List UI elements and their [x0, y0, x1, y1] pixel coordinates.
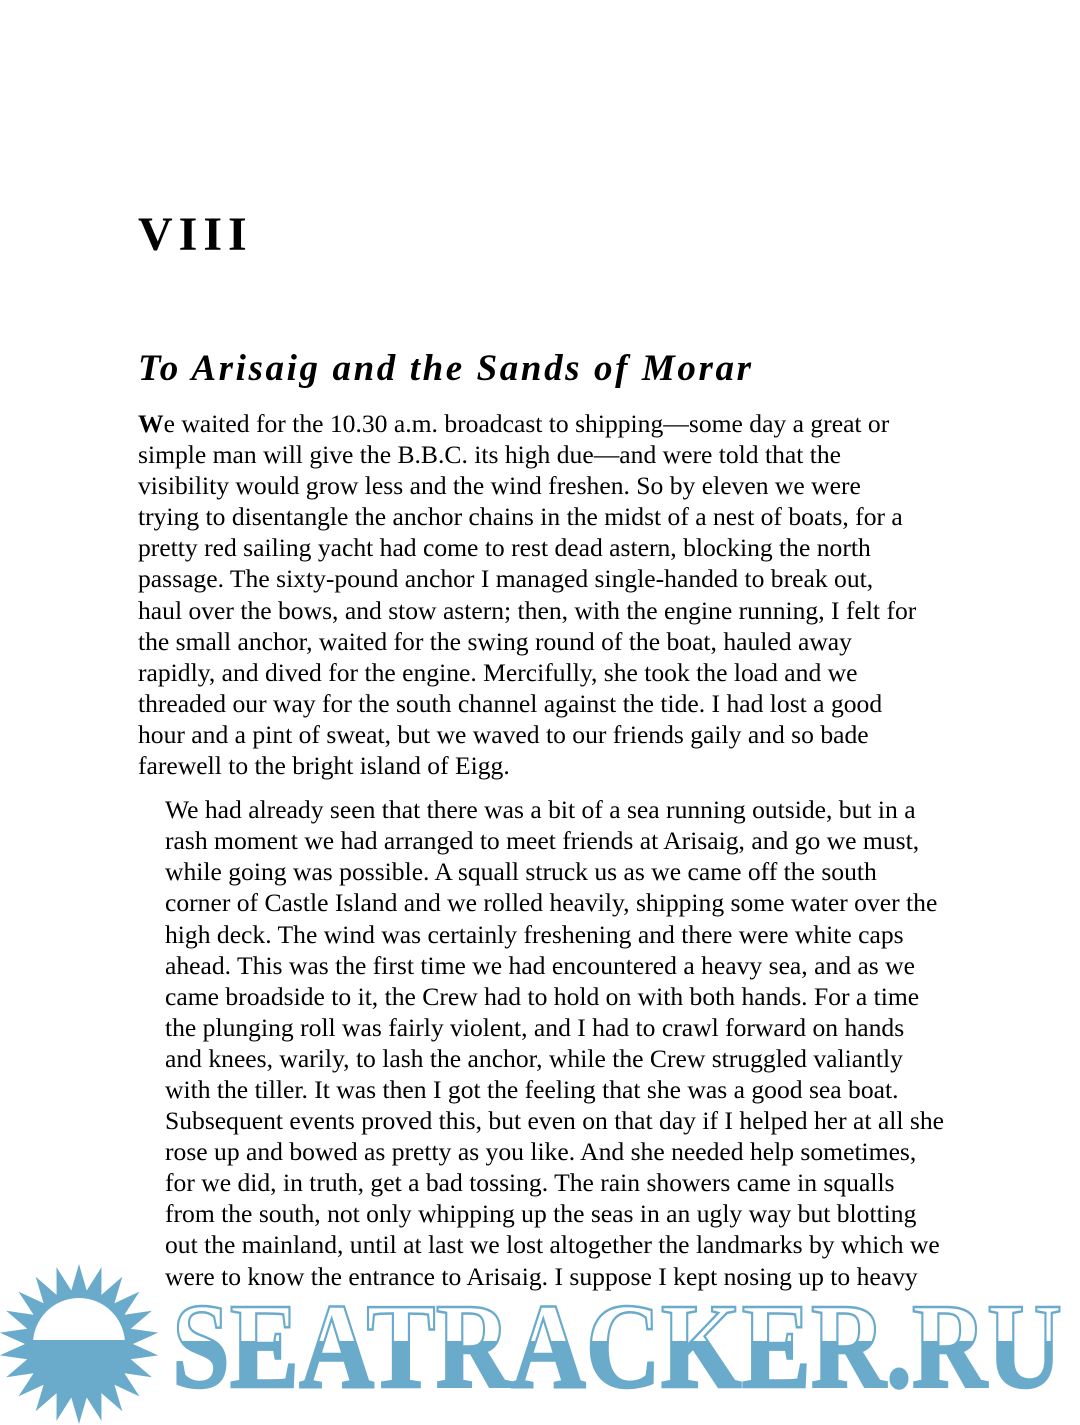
- initial-letter: W: [138, 409, 164, 438]
- text-line: with the tiller. It was then I got the feeling that she was a good sea boat.: [165, 1074, 899, 1104]
- paragraph-2: [138, 794, 968, 1292]
- watermark-text: SEATRACKER.RU: [172, 1279, 1062, 1414]
- text-line: rose up and bowed as pretty as you like. And she needed help sometimes,: [165, 1137, 917, 1167]
- chapter-number: VIII: [138, 208, 253, 261]
- text-line: We had already seen that there was a bit of a sea running outside, but in a: [165, 795, 916, 825]
- text-line-content: e waited for the 10.30 a.m. broadcast to shipping—some day a great or: [163, 409, 890, 438]
- text-line: came broadside to it, the Crew had to hold on with both hands. For a time: [165, 981, 920, 1011]
- text-line: hour and a pint of sweat, but we waved to our friends gaily and so bade: [138, 719, 869, 749]
- text-line: farewell to the bright island of Eigg.: [138, 751, 510, 781]
- text-line: from the south, not only whipping up the seas in an ugly way but blotting: [165, 1199, 917, 1229]
- paragraph-1: [138, 408, 968, 781]
- sun-burst-icon: [0, 1264, 158, 1424]
- text-line: the plunging roll was fairly violent, and I had to crawl forward on hands: [165, 1012, 905, 1042]
- text-line: Subsequent events proved this, but even on that day if I helped her at all she: [165, 1106, 944, 1136]
- text-line: were to know the entrance to Arisaig. I suppose I kept nosing up to heavy: [165, 1261, 918, 1291]
- text-line: and knees, warily, to lash the anchor, while the Crew struggled valiantly: [165, 1043, 903, 1073]
- watermark: [0, 1262, 1080, 1425]
- text-line: high deck. The wind was certainly freshening and there were white caps: [165, 919, 904, 949]
- text-line: threaded our way for the south channel against the tide. I had lost a good: [138, 688, 883, 718]
- text-line: rapidly, and dived for the engine. Mercifully, she took the load and we: [138, 657, 858, 687]
- text-line: while going was possible. A squall struck us as we came off the south: [165, 857, 877, 887]
- chapter-body: [138, 408, 968, 1292]
- text-line: passage. The sixty-pound anchor I managed single-handed to break out,: [138, 564, 874, 594]
- chapter-title: To Arisaig and the Sands of Morar: [138, 348, 754, 389]
- text-line: ahead. This was the first time we had encountered a heavy sea, and as we: [165, 950, 915, 980]
- text-line: out the mainland, until at last we lost altogether the landmarks by which we: [165, 1230, 940, 1260]
- text-line: visibility would grow less and the wind freshen. So by eleven we were: [138, 471, 861, 501]
- text-line: pretty red sailing yacht had come to rest dead astern, blocking the north: [138, 533, 871, 563]
- text-line: rash moment we had arranged to meet friends at Arisaig, and go we must,: [165, 826, 920, 856]
- text-line: [138, 408, 968, 439]
- text-line: simple man will give the B.B.C. its high due—and were told that the: [138, 440, 842, 470]
- text-line: for we did, in truth, get a bad tossing. The rain showers came in squalls: [165, 1168, 895, 1198]
- text-line: trying to disentangle the anchor chains in the midst of a nest of boats, for a: [138, 502, 903, 532]
- text-line: the small anchor, waited for the swing round of the boat, hauled away: [138, 626, 852, 656]
- text-line: haul over the bows, and stow astern; then, with the engine running, I felt for: [138, 595, 917, 625]
- text-line: corner of Castle Island and we rolled heavily, shipping some water over the: [165, 888, 938, 918]
